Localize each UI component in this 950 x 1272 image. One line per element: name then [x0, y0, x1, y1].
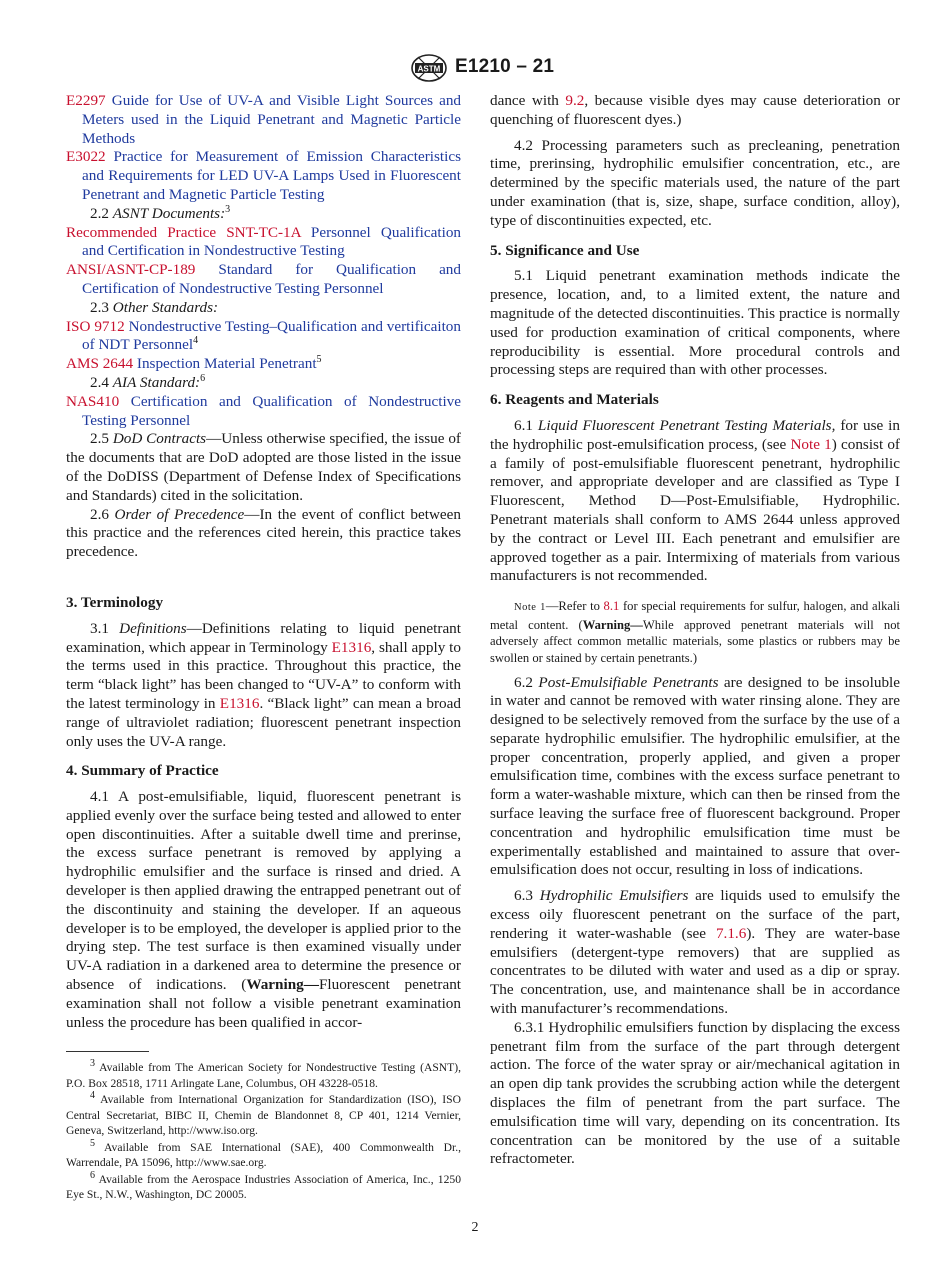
paragraph-6-3-1: 6.3.1 Hydrophilic emulsifiers function by displacing the excess penetrant film from the surface of the part through detergent action. The force of the water spray or air/mechanical agitation in an open dip tank provides the scrubbing action while the detergent displaces the film of penetrant from the part surface. The emulsification time will vary, depending on its concentration. Its concentration can be monitored by the use of a suitable refractometer. — [490, 1018, 900, 1168]
footnotes — [66, 1060, 461, 1204]
section-heading-summary: 4. Summary of Practice — [66, 762, 219, 780]
section-heading-significance: 5. Significance and Use — [490, 241, 640, 259]
paragraph-2-6: 2.6 Order of Precedence—In the event of conflict between this practice and the references cited herein, this practice takes precedence. — [66, 505, 461, 561]
footnote-5: $^5$ Available from SAE International (SAE), 400 Commonwealth Dr., Warrendale, PA 15096, http://www.sae.org. — [66, 1137, 461, 1169]
reference-link[interactable]: 9.2 — [565, 92, 585, 109]
reference-title-link[interactable]: Certification and Qualification of Nondestructive Testing Personnel — [82, 392, 461, 429]
astm-logo-icon — [409, 53, 449, 83]
section-heading-reagents: 6. Reagents and Materials — [490, 391, 659, 409]
note-label: Note 1 — [514, 602, 546, 614]
footnote-ref: 4 — [193, 335, 199, 347]
reference-code-link[interactable]: NAS410 — [66, 392, 120, 410]
reference-ams-2644 — [66, 355, 461, 374]
reference-code-link[interactable]: AMS 2644 — [66, 355, 134, 373]
reference-link[interactable]: E1316 — [331, 638, 372, 656]
reference-iso-9712 — [66, 318, 461, 356]
note-link[interactable]: Note 1 — [790, 435, 832, 453]
reference-e3022 — [66, 148, 461, 204]
paragraph-4-1: 4.1 A post-emulsifiable, liquid, fluorescent penetrant is applied evenly over the surface being tested and allowed to enter open discontinuities. After a suitable dwell time and prerinse, the excess surface penetrant is removed by applying a hydrophilic emulsifier and the surface is rinsed and dried. A developer is then applied drawing the entrapped penetrant out of the discontinuity and staining the developer. If an aqueous developer is to be employed, the developer is applied prior to the drying step. The test surface is then examined visually under UV-A radiation in a darkened area to determine the presence or absence of indications. (Warning—Fluorescent penetrant examination shall not follow a visible penetrant examination unless the procedure has been qualified in accor- — [66, 788, 462, 1031]
subsection-2-4: 2.4 AIA Standard:$^6$ — [90, 372, 206, 391]
footnote-divider — [66, 1051, 149, 1052]
reference-title-link[interactable]: Practice for Measurement of Emission Characteristics and Requirements for LED UV-A Lamps Used in Fluorescent Penetrant and Magnetic Particle Testing — [82, 148, 461, 203]
subsection-2-3: 2.3 Other Standards: — [90, 298, 219, 316]
note-1: Note 1—Refer to 8.1 for special requirements for sulfur, halogen, and alkali metal content. (Warning—While approved penetrant materials will not adversely affect common metallic materials, some plastics or rubbers may be swollen or stained by certain penetrants.) — [490, 599, 900, 665]
reference-link[interactable]: 7.1.6 — [715, 924, 747, 942]
footnote-4: $^4$ Available from International Organization for Standardization (ISO), ISO Central Secretariat, BIBC II, Chemin de Blandonnet 8, CP 401, 1214 Vernier, Geneva, Switzerland, http://www.iso.org. — [66, 1090, 461, 1137]
footnote-3: $^3$ Available from The American Society for Nondestructive Testing (ASNT), P.O. Box 28518, 1711 Arlingate Lane, Columbus, OH 43228-0518. — [66, 1058, 461, 1090]
document-designation: E1210 – 21 — [455, 56, 555, 77]
reference-nas410 — [66, 393, 461, 431]
reference-title-link[interactable]: Guide for Use of UV-A and Visible Light Sources and Meters used in the Liquid Penetrant and Magnetic Particle Methods — [82, 92, 462, 147]
footnote-ref: 5 — [316, 354, 322, 366]
paragraph-2-5: 2.5 DoD Contracts—Unless otherwise specified, the issue of the documents that are DoD adopted are those listed in the issue of the DoDISS (Department of Defense Index of Specifications and Standards) cited in the solicitation. — [66, 430, 461, 504]
reference-snt-tc-1a — [66, 224, 461, 262]
reference-code-link[interactable]: E2297 — [66, 92, 106, 109]
page-number: 2 — [471, 1220, 479, 1235]
page-header — [0, 50, 950, 84]
subsection-2-2: 2.2 ASNT Documents:$^3$ — [90, 203, 231, 222]
section-heading-terminology: 3. Terminology — [66, 593, 164, 611]
paragraph-6-1: 6.1 Liquid Fluorescent Penetrant Testing Materials, for use in the hydrophilic post-emulsification process, (see Note 1) consist of a family of post-emulsifiable fluorescent penetrant, hydrophilic remover, and appropriate developer and are classified as Type I Fluorescent, Method D—Post-Emulsifiable, Hydrophilic. Penetrant materials shall conform to AMS 2644 unless approved by the contract or Level III. Each penetrant and emulsifier are approved together as a pair. Intermixing of materials from various manufacturers is not recommended. — [490, 416, 900, 585]
footnote-6: $^6$ Available from the Aerospace Industries Association of America, Inc., 1250 Eye St., N.W., Washington, DC 20005. — [66, 1169, 461, 1201]
reference-code-link[interactable]: ISO 9712 — [66, 317, 125, 335]
reference-link[interactable]: 8.1 — [603, 599, 620, 614]
paragraph-6-2: 6.2 Post-Emulsifiable Penetrants are designed to be insoluble in water and cannot be removed with water rinsing alone. They are designed to be selectively removed from the surface by the use of a separate hydrophilic emulsifier. The hydrophilic emulsifier, at the proper concentration, properly applied, and given a proper emulsification time, combines with the excess surface penetrant to form a water-washable mixture, which can then be rinsed from the surface leaving the surface free of fluorescent background. Proper concentration and hydrophilic emulsification time must be experimentally established and maintained to assure that over-emulsification does not occur, resulting in loss of indications. — [490, 673, 901, 879]
paragraph-6-3: 6.3 Hydrophilic Emulsifiers are liquids used to emulsify the excess oily fluorescent penetrant on the surface of the part, rendering it water-washable (see 7.1.6). They are water-base emulsifiers (detergent-type removers) that are supplied as concentrates to be diluted with water and used as a dip or spray. The concentration, use, and maintenance shall be in accordance with manufacturer’s recommendations. — [490, 887, 900, 1018]
footnote-ref: 3 — [225, 203, 231, 215]
footnote-ref: 6 — [200, 372, 206, 384]
reference-title-link[interactable]: Personnel Qualification and Certification in Nondestructive Testing — [82, 223, 462, 260]
right-column — [490, 92, 900, 1169]
paragraph-5-1: 5.1 Liquid penetrant examination methods indicate the presence, location, and, to a limited extent, the nature and magnitude of the detected discontinuities. This practice is normally used for production examination of critical components, where reproducibility is essential. More procedural controls and processing steps are required than with other processes. — [490, 267, 900, 379]
reference-title-link[interactable]: Standard for Qualification and Certification of Nondestructive Testing Personnel — [82, 261, 461, 297]
paragraph-4-2: 4.2 Processing parameters such as precleaning, penetration time, prerinsing, hydrophilic emulsifier concentration, etc., are determined by the specific materials used, the nature of the part under examination (that is, size, shape, surface condition, alloy), type of discontinuities expected, etc. — [490, 136, 900, 229]
reference-cp-189 — [66, 261, 461, 299]
reference-link[interactable]: E1316 — [219, 694, 260, 712]
left-column — [66, 92, 461, 1032]
paragraph-4-1-continued: dance with 9.2, because visible dyes may cause deterioration or quenching of fluorescent dyes.) — [490, 92, 901, 128]
reference-e2297 — [66, 92, 461, 148]
svg-text:ASTM: ASTM — [417, 64, 441, 74]
reference-code-link[interactable]: Recommended Practice SNT-TC-1A — [66, 223, 301, 241]
reference-code-link[interactable]: E3022 — [66, 148, 106, 166]
reference-title-link[interactable]: Inspection Material Penetrant — [136, 355, 317, 373]
reference-title-link[interactable]: Nondestructive Testing–Qualification and vertificaiton of NDT Personnel — [82, 317, 461, 354]
paragraph-3-1: 3.1 Definitions—Definitions relating to liquid penetrant examination, which appear in Terminology E1316, shall apply to the terms used in this practice. Throughout this practice, the term “black light” has been changed to “UV-A” to conform with the latest terminology in E1316. “Black light” can mean a broad range of ultraviolet radiation; fluorescent penetrant inspection only uses the UV-A range. — [66, 619, 461, 750]
reference-code-link[interactable]: ANSI/ASNT-CP-189 — [66, 261, 196, 279]
